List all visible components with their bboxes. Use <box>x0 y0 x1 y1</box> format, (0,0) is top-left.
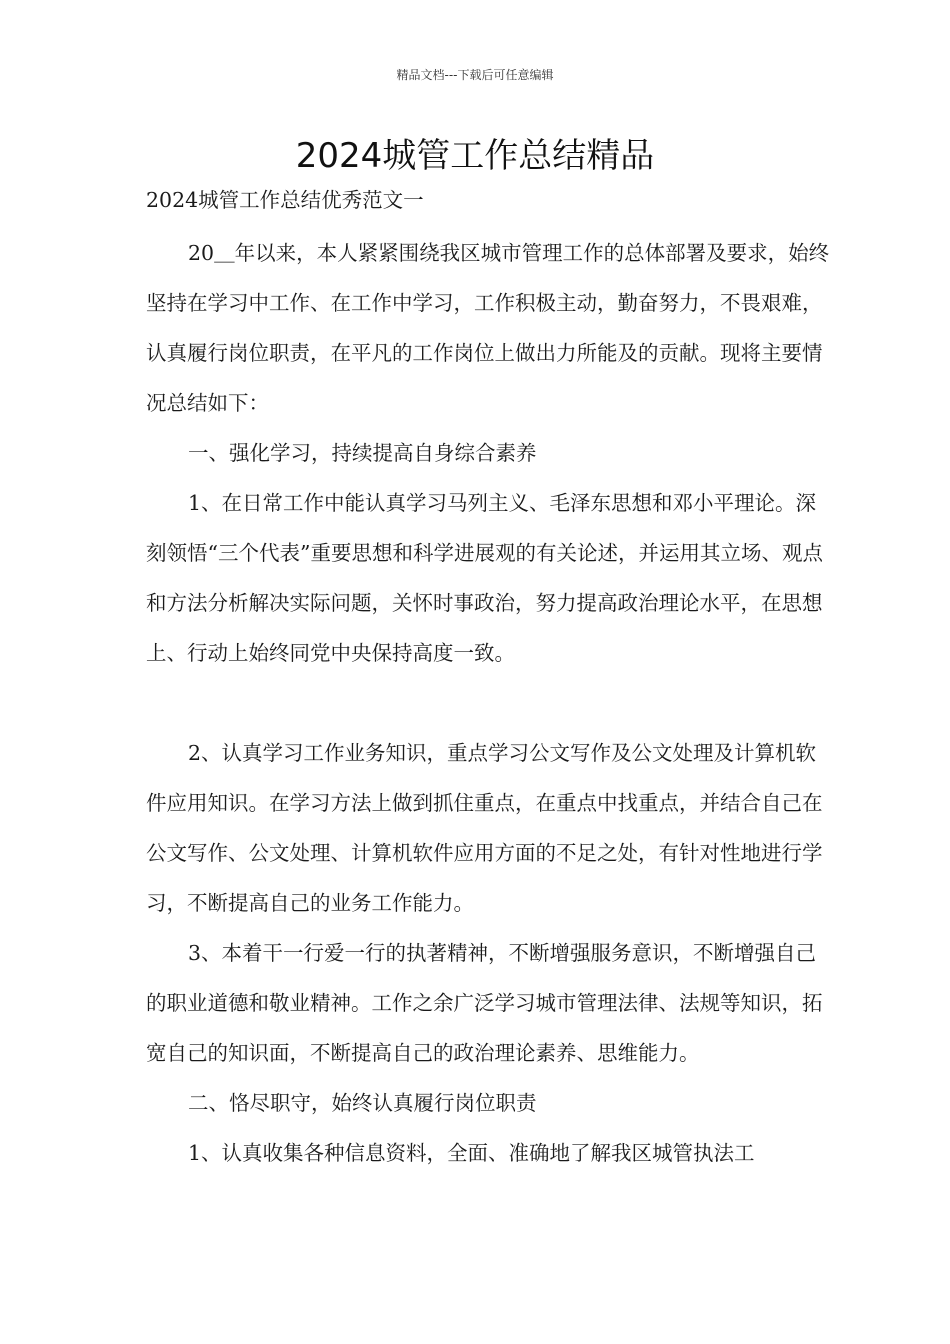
section-heading-1: 一、强化学习，持续提高自身综合素养 <box>188 441 537 465</box>
document-body <box>146 178 836 1178</box>
paragraph-intro: 20＿年以来，本人紧紧围绕我区城市管理工作的总体部署及要求，始终坚持在学习中工作、在工作中学习，工作积极主动，勤奋努力，不畏艰难，认真履行岗位职责，在平凡的工作岗位上做出力所能及的贡献。现将主要情况总结如下： <box>146 241 830 415</box>
paragraph-1-3: 3、本着干一行爱一行的执著精神，不断增强服务意识，不断增强自己的职业道德和敬业精神。工作之余广泛学习城市管理法律、法规等知识，拓宽自己的知识面，不断提高自己的政治理论素养、思维能力。 <box>146 941 823 1065</box>
paragraph-2-1: 1、认真收集各种信息资料，全面、准确地了解我区城管执法工 <box>188 1141 755 1165</box>
document-subtitle: 2024城管工作总结优秀范文一 <box>146 188 424 212</box>
document-title: 2024城管工作总结精品 <box>295 136 655 176</box>
paragraph-1-1: 1、在日常工作中能认真学习马列主义、毛泽东思想和邓小平理论。深刻领悟“三个代表”重要思想和科学进展观的有关论述，并运用其立场、观点和方法分析解决实际问题，关怀时事政治，努力提高政治理论水平，在思想上、行动上始终同党中央保持高度一致。 <box>146 491 823 665</box>
paragraph-gap <box>146 678 836 728</box>
paragraph-1-2: 2、认真学习工作业务知识，重点学习公文写作及公文处理及计算机软件应用知识。在学习方法上做到抓住重点，在重点中找重点，并结合自己在公文写作、公文处理、计算机软件应用方面的不足之处，有针对性地进行学习，不断提高自己的业务工作能力。 <box>146 741 823 915</box>
header-note: 精品文档---下载后可任意编辑 <box>396 68 554 82</box>
section-heading-2: 二、恪尽职守，始终认真履行岗位职责 <box>188 1091 537 1115</box>
